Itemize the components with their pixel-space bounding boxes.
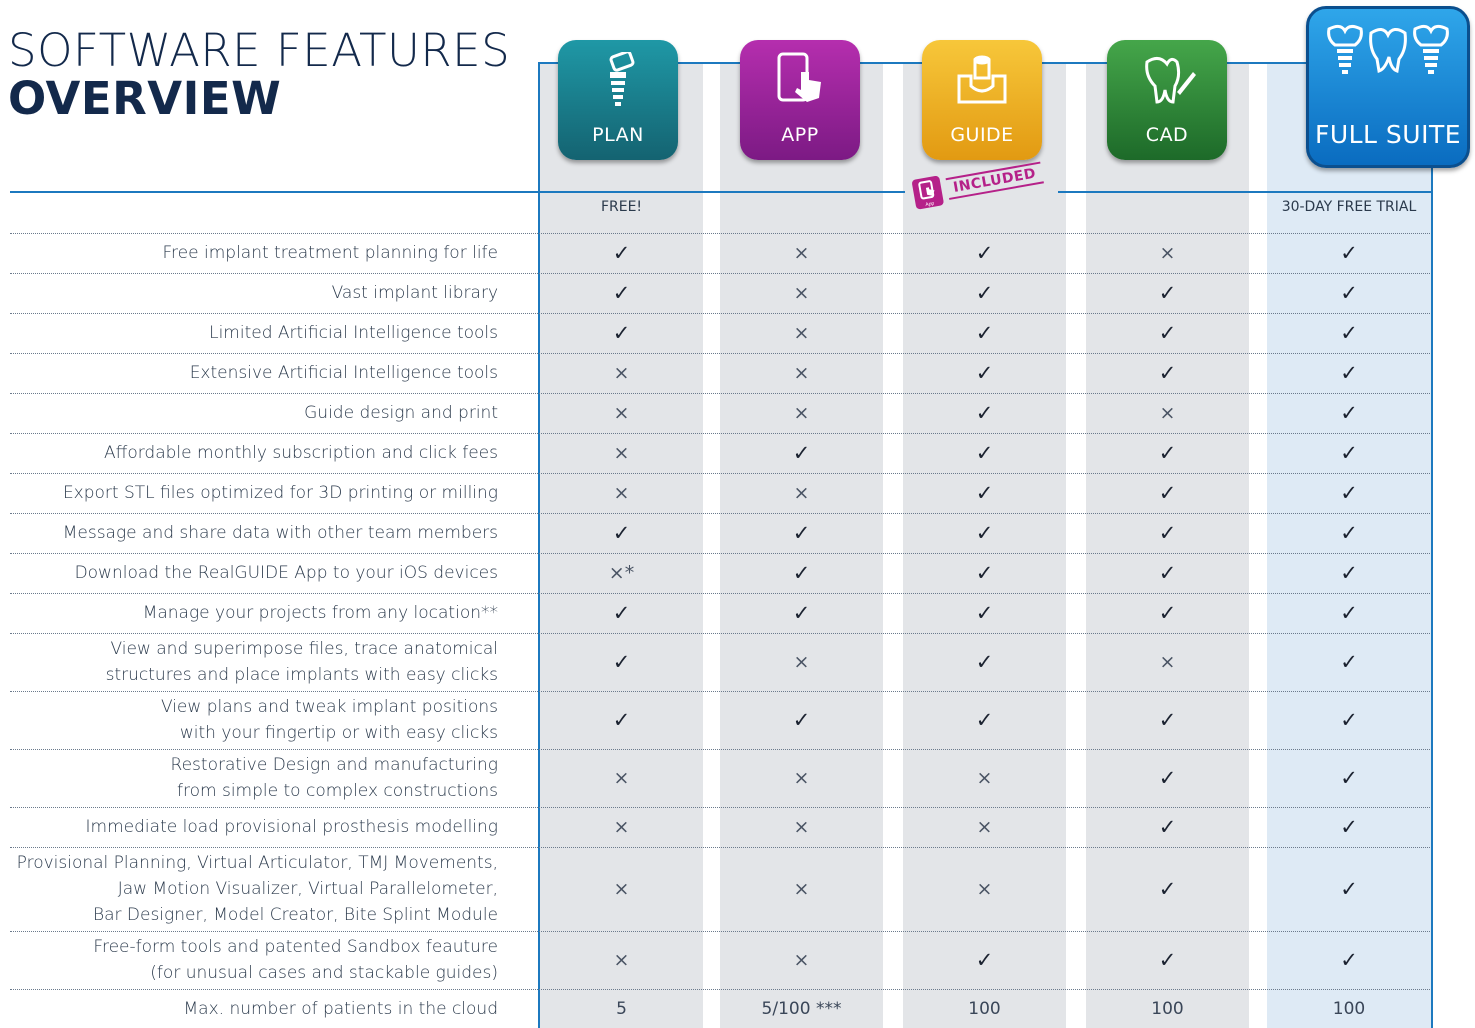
page-title-line2: OVERVIEW — [8, 72, 282, 125]
feature-cell: ✓ — [792, 708, 811, 732]
feature-label — [86, 814, 498, 840]
feature-cell: ✓ — [1158, 561, 1177, 585]
feature-cell: × — [976, 878, 993, 900]
feature-cell: × — [613, 362, 630, 384]
feature-cell: ✓ — [1158, 321, 1177, 345]
product-label-guide: GUIDE — [950, 124, 1014, 146]
feature-cell: × — [613, 949, 630, 971]
feature-cell: × — [613, 878, 630, 900]
implant-icon — [598, 52, 638, 108]
product-tile-cad — [1107, 40, 1227, 160]
row-separator — [10, 313, 1430, 314]
feature-label — [17, 850, 498, 928]
feature-label — [63, 520, 498, 546]
feature-cell: ✓ — [1158, 441, 1177, 465]
feature-cell: × — [793, 878, 810, 900]
row-separator — [10, 553, 1430, 554]
feature-label-line: Provisional Planning, Virtual Articulator, TMJ Movements, — [16, 853, 498, 873]
feature-label-line: Free-form tools and patented Sandbox feauture — [93, 937, 498, 957]
feature-label — [163, 240, 498, 266]
feature-label-line: Max. number of patients in the cloud — [183, 999, 498, 1019]
feature-label-line: Affordable monthly subscription and click fees — [103, 443, 498, 463]
feature-cell: ✓ — [975, 948, 994, 972]
feature-cell: ✓ — [612, 650, 631, 674]
feature-cell: ✓ — [1158, 281, 1177, 305]
feature-cell: ✓ — [1340, 521, 1358, 545]
feature-label — [143, 600, 498, 626]
product-tile-app — [740, 40, 860, 160]
feature-label-line: Vast implant library — [331, 283, 498, 303]
row-separator — [10, 807, 1430, 808]
product-tile-plan — [558, 40, 678, 160]
feature-cell: ×* — [608, 562, 635, 584]
feature-cell: ✓ — [1340, 877, 1358, 901]
feature-cell: × — [976, 816, 993, 838]
feature-cell: × — [613, 442, 630, 464]
feature-cell: × — [793, 362, 810, 384]
feature-cell: ✓ — [1340, 601, 1358, 625]
feature-cell: ✓ — [612, 281, 631, 305]
tag-plan-free: FREE! — [600, 199, 643, 215]
feature-cell: ✓ — [1158, 481, 1177, 505]
feature-cell: ✓ — [792, 601, 811, 625]
feature-cell: ✓ — [792, 561, 811, 585]
feature-cell: × — [793, 482, 810, 504]
feature-label-line: Extensive Artificial Intelligence tools — [189, 363, 498, 383]
row-separator — [10, 691, 1430, 692]
feature-cell: × — [793, 322, 810, 344]
row-separator — [10, 513, 1430, 514]
feature-cell: ✓ — [975, 708, 994, 732]
feature-cell: × — [1159, 402, 1176, 424]
feature-label-line: Limited Artificial Intelligence tools — [209, 323, 498, 343]
feature-cell: ✓ — [612, 601, 631, 625]
feature-label — [104, 440, 498, 466]
feature-label-line: Export STL files optimized for 3D printing or milling — [62, 483, 498, 503]
feature-cell: 100 — [1332, 999, 1366, 1019]
feature-cell: ✓ — [1340, 241, 1358, 265]
row-separator — [10, 593, 1430, 594]
feature-cell: ✓ — [1340, 766, 1358, 790]
feature-cell: ✓ — [975, 441, 994, 465]
feature-cell: × — [976, 767, 993, 789]
feature-cell: ✓ — [975, 481, 994, 505]
feature-label-line: Message and share data with other team members — [62, 523, 498, 543]
feature-cell: ✓ — [612, 321, 631, 345]
feature-cell: ✓ — [1340, 815, 1358, 839]
feature-label — [209, 320, 498, 346]
feature-cell: × — [793, 949, 810, 971]
feature-cell: ✓ — [975, 650, 994, 674]
row-separator — [10, 989, 1430, 990]
feature-cell: ✓ — [1340, 948, 1358, 972]
app-badge-icon — [911, 175, 944, 209]
feature-cell: ✓ — [1158, 521, 1177, 545]
feature-cell: × — [1159, 651, 1176, 673]
feature-cell: ✓ — [1158, 601, 1177, 625]
feature-label-line: structures and place implants with easy clicks — [105, 665, 498, 685]
product-label-plan: PLAN — [592, 124, 644, 146]
feature-cell: ✓ — [975, 281, 994, 305]
three-teeth-icon — [1323, 23, 1453, 83]
surgical-guide-icon — [953, 52, 1011, 108]
feature-cell: ✓ — [975, 321, 994, 345]
feature-label-line: from simple to complex constructions — [177, 781, 498, 801]
feature-label — [304, 400, 498, 426]
feature-cell: × — [793, 651, 810, 673]
feature-label-line: View plans and tweak implant positions — [160, 697, 498, 717]
feature-cell: × — [793, 767, 810, 789]
row-separator — [10, 633, 1430, 634]
feature-label — [190, 360, 498, 386]
feature-cell: 5/100 *** — [761, 999, 842, 1019]
feature-cell: × — [793, 282, 810, 304]
feature-cell: ✓ — [792, 441, 811, 465]
page-title-line1: SOFTWARE FEATURES — [8, 24, 511, 77]
feature-cell: ✓ — [1158, 361, 1177, 385]
feature-cell: ✓ — [612, 521, 631, 545]
header-divider-right — [1058, 191, 1433, 193]
row-separator — [10, 353, 1430, 354]
feature-cell: ✓ — [1340, 650, 1358, 674]
feature-cell: × — [613, 767, 630, 789]
feature-cell: ✓ — [1340, 321, 1358, 345]
feature-label — [75, 560, 498, 586]
feature-cell: ✓ — [1340, 401, 1358, 425]
product-label-cad: CAD — [1145, 124, 1189, 146]
feature-label — [161, 694, 498, 746]
row-separator — [10, 273, 1430, 274]
feature-cell: ✓ — [1340, 481, 1358, 505]
feature-cell: ✓ — [1158, 948, 1177, 972]
feature-label-line: Jaw Motion Visualizer, Virtual Parallelometer, — [117, 879, 498, 899]
product-tile-full-suite — [1306, 6, 1470, 168]
row-separator — [10, 393, 1430, 394]
feature-label — [184, 996, 499, 1022]
product-tile-guide — [922, 40, 1042, 160]
product-label-full-suite: FULL SUITE — [1314, 120, 1462, 149]
feature-cell: ✓ — [1340, 281, 1358, 305]
feature-label-line: Immediate load provisional prosthesis modelling — [85, 817, 498, 837]
feature-cell: ✓ — [975, 241, 994, 265]
feature-cell: 5 — [616, 999, 627, 1019]
frame-right — [1431, 62, 1433, 1028]
row-separator — [10, 433, 1430, 434]
row-separator — [10, 749, 1430, 750]
row-separator — [10, 847, 1430, 848]
feature-label-line: Download the RealGUIDE App to your iOS devices — [74, 563, 498, 583]
feature-cell: ✓ — [975, 361, 994, 385]
feature-cell: × — [613, 402, 630, 424]
feature-cell: 100 — [1151, 999, 1184, 1019]
svg-text:App: App — [924, 200, 935, 209]
row-separator — [10, 931, 1430, 932]
feature-label — [106, 636, 498, 688]
feature-cell: ✓ — [1340, 361, 1358, 385]
feature-cell: ✓ — [792, 521, 811, 545]
feature-cell: × — [793, 402, 810, 424]
feature-label — [93, 934, 498, 986]
tag-full-trial: 30-DAY FREE TRIAL — [1281, 199, 1417, 215]
feature-cell: ✓ — [1158, 766, 1177, 790]
feature-label-line: Guide design and print — [304, 403, 498, 423]
feature-label-line: Restorative Design and manufacturing — [170, 755, 498, 775]
feature-cell: × — [613, 816, 630, 838]
row-separator — [10, 233, 1430, 234]
feature-cell: × — [1159, 242, 1176, 264]
feature-label-line: Bar Designer, Model Creator, Bite Splint Module — [92, 905, 498, 925]
product-label-app: APP — [781, 124, 819, 146]
feature-label-line: with your fingertip or with easy clicks — [179, 723, 498, 743]
tooth-design-icon — [1137, 52, 1197, 108]
feature-cell: ✓ — [975, 401, 994, 425]
feature-cell: ✓ — [612, 708, 631, 732]
feature-label-line: Free implant treatment planning for life — [162, 243, 498, 263]
feature-cell: ✓ — [1158, 708, 1177, 732]
feature-cell: ✓ — [1158, 815, 1177, 839]
included-label: INCLUDED — [946, 162, 1044, 200]
row-separator — [10, 473, 1430, 474]
feature-label-line: Manage your projects from any location** — [142, 603, 498, 623]
tablet-touch-icon — [773, 52, 827, 108]
feature-label-line: (for unusual cases and stackable guides) — [150, 963, 498, 983]
feature-cell: × — [613, 482, 630, 504]
feature-cell: × — [793, 242, 810, 264]
feature-cell: ✓ — [975, 521, 994, 545]
feature-label — [332, 280, 498, 306]
feature-cell: ✓ — [1340, 441, 1358, 465]
feature-cell: × — [793, 816, 810, 838]
header-divider-left — [10, 191, 905, 193]
feature-cell: ✓ — [975, 601, 994, 625]
feature-cell: ✓ — [1340, 561, 1358, 585]
feature-cell: ✓ — [1340, 708, 1358, 732]
feature-label — [171, 752, 498, 804]
feature-cell: ✓ — [975, 561, 994, 585]
feature-cell: ✓ — [612, 241, 631, 265]
feature-cell: 100 — [968, 999, 1001, 1019]
feature-cell: ✓ — [1158, 877, 1177, 901]
feature-label — [63, 480, 498, 506]
feature-label-line: View and superimpose files, trace anatomical — [110, 639, 498, 659]
